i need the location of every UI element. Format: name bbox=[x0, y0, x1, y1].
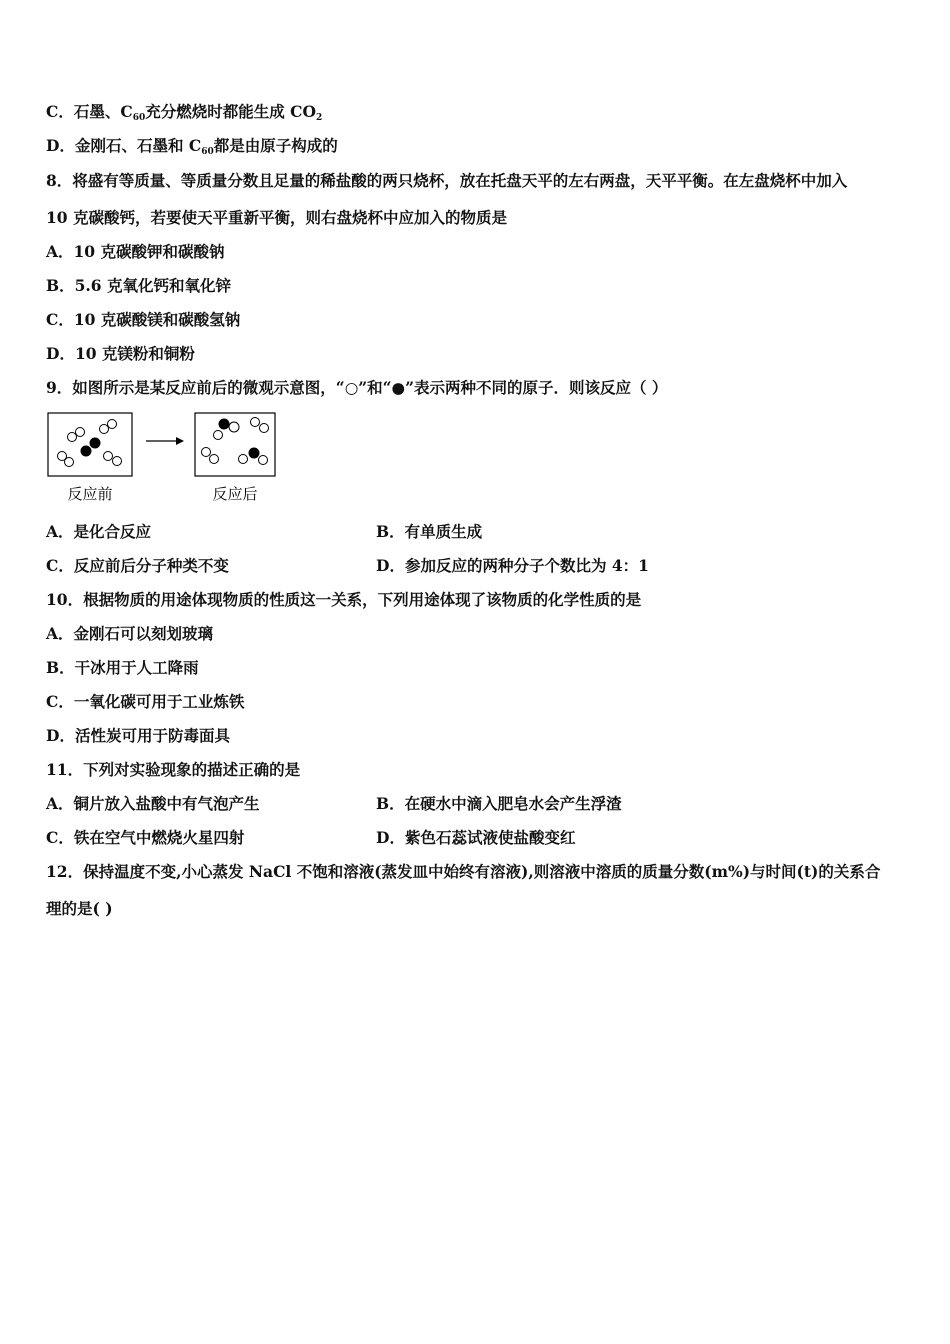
before-label: 反应前 bbox=[67, 485, 113, 503]
q10-option-c: C．一氧化碳可用于工业炼铁 bbox=[46, 692, 245, 711]
q11-option-c: C．铁在空气中燃烧火星四射 bbox=[46, 828, 245, 847]
q9-option-c: C．反应前后分子种类不变 bbox=[46, 556, 229, 575]
q12-stem-line2: 理的是( ) bbox=[46, 899, 113, 918]
before-molecules bbox=[58, 420, 122, 467]
after-label: 反应后 bbox=[212, 485, 258, 503]
arrow-head bbox=[176, 437, 184, 445]
q10-option-d: D．活性炭可用于防毒面具 bbox=[46, 726, 230, 745]
q8-stem-line2: 10 克碳酸钙，若要使天平重新平衡，则右盘烧杯中应加入的物质是 bbox=[46, 208, 507, 227]
q11-option-a: A．铜片放入盐酸中有气泡产生 bbox=[46, 794, 260, 813]
q11-stem: 11．下列对实验现象的描述正确的是 bbox=[46, 760, 301, 779]
q9-option-d: D．参加反应的两种分子个数比为 4：1 bbox=[376, 556, 649, 575]
q10-stem: 10．根据物质的用途体现物质的性质这一关系，下列用途体现了该物质的化学性质的是 bbox=[46, 590, 642, 609]
q9-stem: 9．如图所示是某反应前后的微观示意图，“○”和“●”表示两种不同的原子．则该反应（ ） bbox=[46, 378, 668, 397]
q8-option-a: A．10 克碳酸钾和碳酸钠 bbox=[46, 242, 225, 261]
q8-option-c: C．10 克碳酸镁和碳酸氢钠 bbox=[46, 310, 241, 329]
option-c-graphite: C．石墨、$C_{60}$充分燃烧时都能生成 $CO_2$ bbox=[46, 102, 323, 123]
q9-option-a: A．是化合反应 bbox=[46, 522, 152, 541]
option-d-diamond: D．金刚石、石墨和 $C_{60}$都是由原子构成的 bbox=[46, 136, 338, 157]
reaction-diagram bbox=[46, 410, 286, 505]
q11-option-d: D．紫色石蕊试液使盐酸变红 bbox=[376, 828, 576, 847]
q10-option-b: B．干冰用于人工降雨 bbox=[46, 658, 199, 677]
q8-option-b: B．5.6 克氧化钙和氧化锌 bbox=[46, 276, 231, 295]
q10-option-a: A．金刚石可以刻划玻璃 bbox=[46, 624, 214, 643]
q12-stem-line1: 12．保持温度不变,小心蒸发 NaCl 不饱和溶液(蒸发皿中始终有溶液),则溶液中溶质的质量分数(m%)与时间(t)的关系合 bbox=[46, 862, 881, 881]
after-molecules bbox=[202, 418, 269, 465]
q9-option-b: B．有单质生成 bbox=[376, 522, 483, 541]
q8-option-d: D．10 克镁粉和铜粉 bbox=[46, 344, 195, 363]
q8-stem-line1: 8．将盛有等质量、等质量分数且足量的稀盐酸的两只烧杯，放在托盘天平的左右两盘，天平平衡。在左盘烧杯中加入 bbox=[46, 171, 848, 190]
q11-option-b: B．在硬水中滴入肥皂水会产生浮渣 bbox=[376, 794, 622, 813]
